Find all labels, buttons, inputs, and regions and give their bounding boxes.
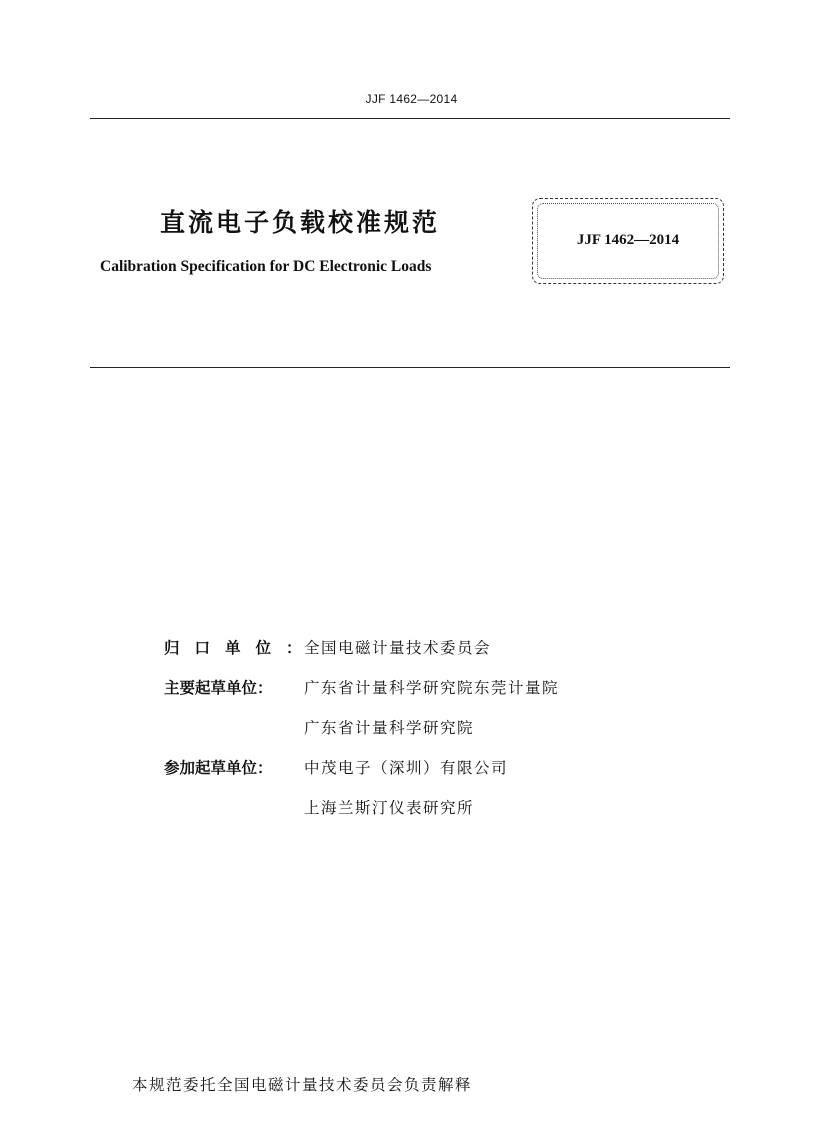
top-divider [90,118,730,119]
footer-note: 本规范委托全国电磁计量技术委员会负责解释 [132,1076,473,1094]
org-row-participating-2 [164,798,474,818]
code-box-text: JJF 1462—2014 [576,232,680,248]
responsible-unit-label: 归口单位： [164,639,317,657]
org-row-main-drafting-2 [164,718,474,738]
org-row-responsible [164,638,491,658]
main-drafting-label: 主要起草单位： [164,679,273,697]
running-header: JJF 1462—2014 [365,92,458,106]
org-row-main-drafting-1 [164,678,559,698]
code-box [532,198,724,284]
title-chinese: 直流电子负载校准规范 [160,208,441,237]
responsible-unit-value: 全国电磁计量技术委员会 [304,639,492,657]
participating-drafting-label: 参加起草单位： [164,759,273,777]
title-english: Calibration Specification for DC Electronic Loads [100,258,432,275]
participating-drafting-value-1: 中茂电子（深圳）有限公司 [304,759,509,777]
participating-drafting-value-2: 上海兰斯汀仪表研究所 [304,799,475,817]
org-row-participating-1 [164,758,508,778]
middle-divider [90,367,730,368]
main-drafting-value-2: 广东省计量科学研究院 [304,719,475,737]
main-drafting-value-1: 广东省计量科学研究院东莞计量院 [304,679,560,697]
